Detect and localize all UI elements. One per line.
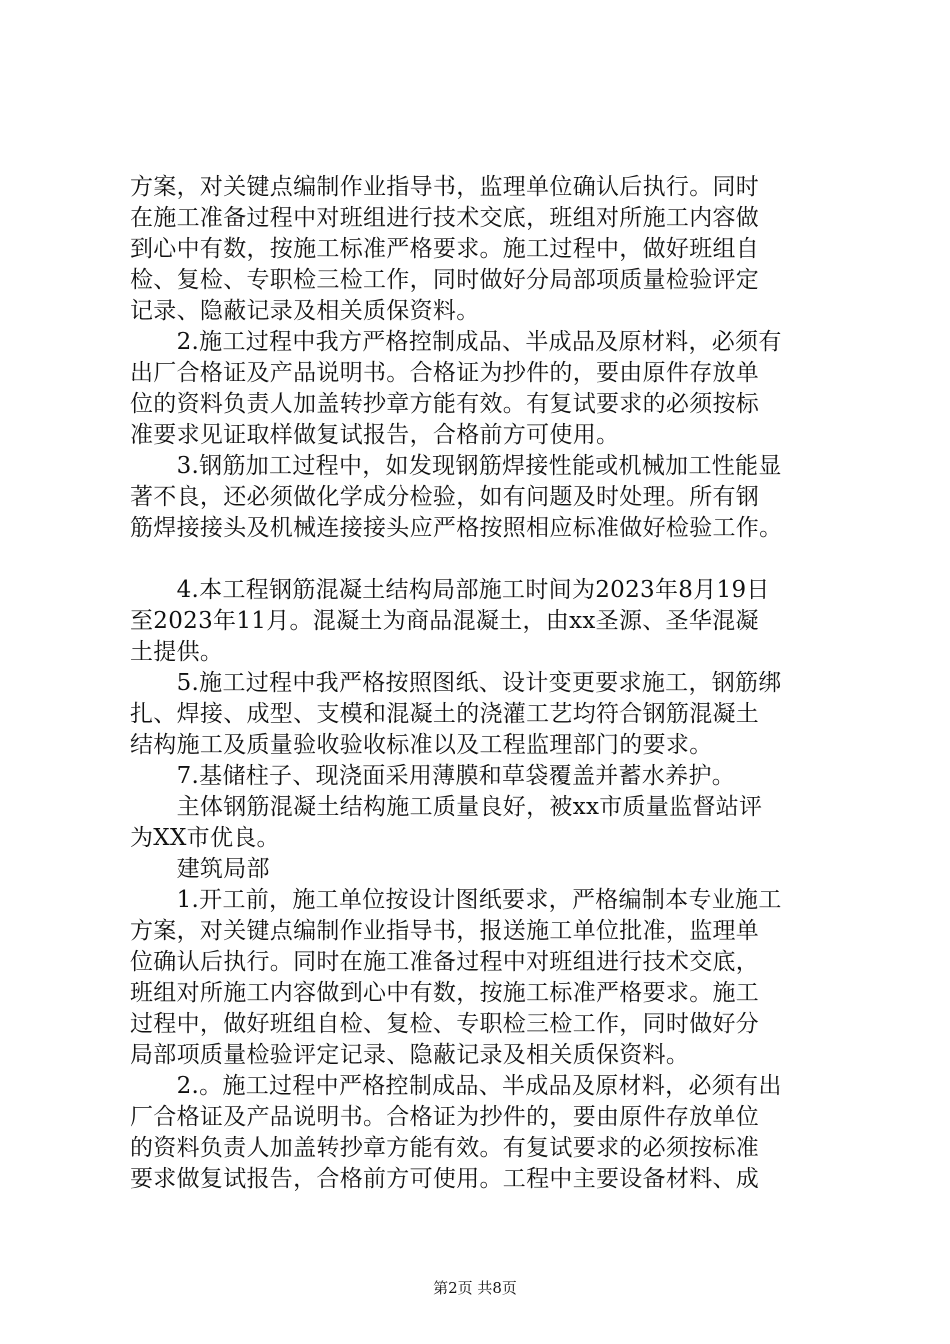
text-line: 2.施工过程中我方严格控制成品、半成品及原材料，必须有 — [130, 329, 782, 355]
text-line: 筋焊接接头及机械连接接头应严格按照相应标准做好检验工作。 — [130, 515, 783, 541]
text-line: 4.本工程钢筋混凝土结构局部施工时间为2023年8月19日 — [130, 577, 770, 603]
text-line: 局部项质量检验评定记录、隐蔽记录及相关质保资料。 — [130, 1042, 690, 1068]
text-line: 在施工准备过程中对班组进行技术交底，班组对所施工内容做 — [130, 205, 760, 231]
document-body — [130, 172, 830, 1195]
page-number-label: 第2页 共8页 — [433, 1279, 517, 1297]
text-line: 结构施工及质量验收验收标准以及工程监理部门的要求。 — [130, 732, 713, 758]
text-line: 记录、隐蔽记录及相关质保资料。 — [130, 298, 480, 324]
text-line: 到心中有数，按施工标准严格要求。施工过程中，做好班组自 — [130, 236, 760, 262]
text-line: 出厂合格证及产品说明书。合格证为抄件的，要由原件存放单 — [130, 360, 760, 386]
text-line: 扎、焊接、成型、支模和混凝土的浇灌工艺均符合钢筋混凝土 — [130, 701, 760, 727]
text-line: 5.施工过程中我严格按照图纸、设计变更要求施工，钢筋绑 — [130, 670, 782, 696]
text-line: 位确认后执行。同时在施工准备过程中对班组进行技术交底， — [130, 949, 760, 975]
text-line: 2.。施工过程中严格控制成品、半成品及原材料，必须有出 — [130, 1073, 782, 1099]
section-heading: 建筑局部 — [130, 856, 270, 882]
text-line: 1.开工前，施工单位按设计图纸要求，严格编制本专业施工 — [130, 887, 782, 913]
text-line: 3.钢筋加工过程中，如发现钢筋焊接性能或机械加工性能显 — [130, 453, 782, 479]
text-line: 过程中，做好班组自检、复检、专职检三检工作，同时做好分 — [130, 1011, 760, 1037]
text-line: 主体钢筋混凝土结构施工质量良好，被xx市质量监督站评 — [130, 794, 763, 820]
text-line: 的资料负责人加盖转抄章方能有效。有复试要求的必须按标准 — [130, 1135, 760, 1161]
text-line: 至2023年11月。混凝土为商品混凝土，由xx圣源、圣华混凝 — [130, 608, 759, 634]
text-line: 要求做复试报告，合格前方可使用。工程中主要设备材料、成 — [130, 1166, 760, 1192]
text-line: 7.基储柱子、现浇面采用薄膜和草袋覆盖并蓄水养护。 — [130, 763, 736, 789]
text-line: 方案，对关键点编制作业指导书，监理单位确认后执行。同时 — [130, 174, 760, 200]
text-line: 为XX市优良。 — [130, 825, 280, 851]
text-line: 准要求见证取样做复试报告，合格前方可使用。 — [130, 422, 620, 448]
text-line: 班组对所施工内容做到心中有数，按施工标准严格要求。施工 — [130, 980, 760, 1006]
text-line: 著不良，还必须做化学成分检验，如有问题及时处理。所有钢 — [130, 484, 760, 510]
text-line: 检、复检、专职检三检工作，同时做好分局部项质量检验评定 — [130, 267, 760, 293]
text-line: 位的资料负责人加盖转抄章方能有效。有复试要求的必须按标 — [130, 391, 760, 417]
text-line: 厂合格证及产品说明书。合格证为抄件的，要由原件存放单位 — [130, 1104, 760, 1130]
text-line: 方案，对关键点编制作业指导书，报送施工单位批准，监理单 — [130, 918, 760, 944]
page-footer — [0, 1278, 950, 1298]
text-line: 土提供。 — [130, 639, 224, 665]
blank-line — [130, 544, 830, 575]
